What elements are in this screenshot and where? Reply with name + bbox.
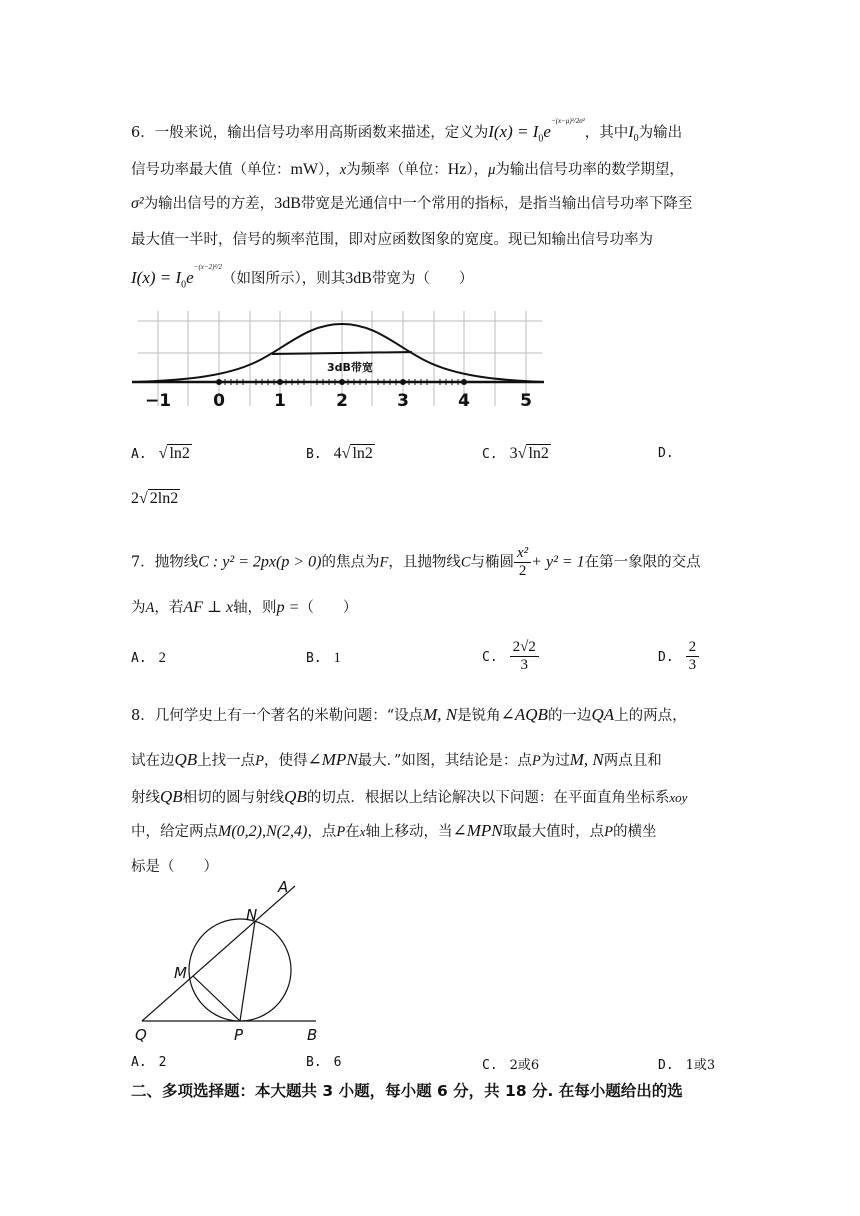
q7-text: 与椭圆 xyxy=(470,554,515,571)
q8-segment-mp xyxy=(193,976,240,1021)
q6-tick-label: 3 xyxy=(397,391,409,411)
option-label: A. xyxy=(131,651,147,666)
q6-3db: 3dB xyxy=(345,270,372,287)
q6-tick-label: 2 xyxy=(336,391,348,411)
q8-text: 8．几何学史上有一个著名的米勒问题：“设点 xyxy=(131,708,424,724)
option-label: B. xyxy=(306,651,322,666)
q6-text: （如图所示），则其 xyxy=(221,271,346,287)
q6-option-a[interactable] xyxy=(131,445,192,463)
q6-tick-label: 5 xyxy=(520,391,532,411)
q6-text: ）， xyxy=(466,162,489,178)
q8-label-q: Q xyxy=(135,1026,147,1044)
q6-mu: μ xyxy=(488,162,496,178)
q6-text: ）， xyxy=(318,162,340,178)
q7-text: 的焦点为 xyxy=(321,554,380,571)
q8-points: M(0,2),N(2,4) xyxy=(218,823,308,840)
q6-option-d[interactable] xyxy=(658,445,686,461)
q8-line-2 xyxy=(131,749,662,770)
q8-mn: M, N xyxy=(423,705,458,724)
q7-f: F xyxy=(379,554,389,571)
q8-miller-figure xyxy=(130,876,340,1046)
q6-text: 6．一般来说，输出信号功率用高斯函数来描述，定义为 xyxy=(131,125,489,141)
q8-text: ，使得 xyxy=(264,753,308,769)
option-label: C. xyxy=(482,1058,498,1073)
q6-unit-mw: mW xyxy=(290,161,319,178)
q8-option-b[interactable] xyxy=(306,1054,353,1070)
q7-a: A xyxy=(145,600,155,616)
q6-line-4 xyxy=(131,228,653,249)
q8-qb: QB xyxy=(174,750,198,769)
q8-text: 试在边 xyxy=(131,753,175,769)
q8-text: 最大．”如图，其结论是：点 xyxy=(357,753,532,769)
option-value: 1或3 xyxy=(685,1058,716,1073)
q8-line-4 xyxy=(131,820,656,841)
q6-option-d-value[interactable] xyxy=(131,490,180,508)
q6-text: 最大值一半时，信号的频率范围，即对应函数图象的宽度。现已知输出信号功率为 xyxy=(131,232,653,248)
q8-x: x xyxy=(359,824,366,839)
option-value: 6 xyxy=(333,1055,342,1070)
option-label: B. xyxy=(306,447,322,462)
q6-i0: $I_0$ xyxy=(628,124,639,145)
q6-tick-label: −1 xyxy=(144,391,172,411)
option-value: 2 xyxy=(158,650,166,666)
section-2-heading: 二、多项选择题：本大题共 3 小题，每小题 6 分，共 18 分. 在每小题给出的选 xyxy=(131,1082,683,1100)
sqrt-expr: √ ln2 xyxy=(158,445,190,462)
q6-text: 为输出信号的方差， xyxy=(143,196,275,212)
q6-line-3 xyxy=(131,192,692,213)
option-value: 1 xyxy=(333,650,341,666)
q8-text: 的切点．根据以上结论解决以下问题：在平面直角坐标系 xyxy=(306,790,670,806)
q6-sigma2: σ² xyxy=(131,195,144,212)
q8-label-p: P xyxy=(234,1026,244,1044)
q8-text: 为过 xyxy=(540,753,570,769)
sqrt-expr: 4√ ln2 xyxy=(333,445,373,462)
q8-p: P xyxy=(531,753,541,769)
q7-text: 7．抛物线 xyxy=(131,554,199,571)
sqrt-expr: 3√ ln2 xyxy=(509,445,549,462)
q7-option-b[interactable] xyxy=(306,650,341,667)
q8-xoy: xoy xyxy=(669,790,688,805)
option-label: A. xyxy=(131,1055,147,1070)
q6-text: 信号功率最大值（单位： xyxy=(131,162,291,178)
q8-label-a: A xyxy=(278,878,289,896)
q8-line-5 xyxy=(131,855,218,876)
q8-label-b: B xyxy=(307,1026,318,1044)
q7-option-d[interactable] xyxy=(658,639,699,674)
q6-line-2 xyxy=(131,158,684,179)
q6-formula-2: $I(x) = I_0e^{-(x-2)^2/2}$ xyxy=(131,263,222,291)
q7-perp: AF ⊥ x xyxy=(183,599,234,616)
q8-qb: QB xyxy=(284,787,307,806)
option-label: D. xyxy=(658,649,674,665)
q7-text: ，且抛物线 xyxy=(388,554,461,571)
q7-option-c[interactable] xyxy=(482,639,539,674)
q8-segment-np xyxy=(240,921,255,1021)
q8-option-c[interactable] xyxy=(482,1054,539,1073)
q7-ellipse-frac: $\frac{\text{x²}}{2}$ xyxy=(514,545,531,580)
option-value: 2 xyxy=(158,1055,167,1070)
option-label: D. xyxy=(658,446,674,461)
q6-formula-1: $I(x) = I_0e^{-(x-\mu)^2/2\sigma^2}$ xyxy=(488,117,585,145)
q8-text: 上找一点 xyxy=(197,753,256,769)
option-value: 2或6 xyxy=(509,1058,540,1073)
q6-text: 为输出信号功率的数学期望， xyxy=(495,162,684,178)
q8-text: 标是（ ） xyxy=(131,859,218,875)
q6-option-b[interactable] xyxy=(306,445,375,463)
option-fraction: $\frac{2}{3}$ xyxy=(686,639,700,674)
q8-text: 上的两点， xyxy=(614,708,687,724)
q8-text: 的一边 xyxy=(547,708,592,724)
q6-tick-label: 4 xyxy=(458,391,470,411)
q6-band-line xyxy=(272,352,412,354)
q6-text: 为频率（单位： xyxy=(346,162,448,178)
option-label: A. xyxy=(131,447,147,462)
q6-option-c[interactable] xyxy=(482,445,551,463)
q6-line-5 xyxy=(131,263,473,290)
q8-line-3 xyxy=(131,786,687,807)
q8-label-n: N xyxy=(246,906,258,924)
q6-line-1 xyxy=(131,117,682,144)
q8-text: ，点 xyxy=(307,824,337,840)
q6-text: 带宽为（ ） xyxy=(371,271,474,287)
q8-qb: QB xyxy=(160,787,183,806)
q8-text: 两点且和 xyxy=(603,753,662,769)
sqrt-expr: 2√ 2ln2 xyxy=(131,490,179,507)
q7-text: 为 xyxy=(131,600,146,616)
q8-angle-mpn: ∠MPN xyxy=(452,821,503,840)
q8-qa: QA xyxy=(591,705,615,724)
q7-text: 轴，则 xyxy=(233,600,277,616)
q8-text: 中，给定两点 xyxy=(131,824,218,840)
q8-p: P xyxy=(336,824,346,840)
q8-text: 轴上移动，当 xyxy=(365,824,453,840)
q6-text: 带宽是光通信中一个常用的指标，是指当输出信号功率下降至 xyxy=(300,196,693,212)
option-fraction: $\frac{2√2}{3}$ xyxy=(510,639,539,674)
q8-option-a[interactable] xyxy=(131,1054,178,1070)
q8-text: 相切的圆与射线 xyxy=(182,790,285,806)
q8-option-d[interactable] xyxy=(658,1054,715,1073)
q7-parabola: C : y² = 2px(p > 0) xyxy=(198,553,322,571)
q7-option-a[interactable] xyxy=(131,650,166,667)
q7-text: 在第一象限的交点 xyxy=(584,554,701,571)
q6-tick-label: 0 xyxy=(213,391,225,411)
q6-tick-label: 1 xyxy=(274,391,286,411)
q7-c: C xyxy=(460,554,471,571)
q8-p: P xyxy=(255,753,265,769)
q8-text: 在 xyxy=(345,824,360,840)
q6-unit-hz: Hz xyxy=(447,161,467,178)
q6-3db: 3dB xyxy=(274,195,301,212)
q6-band-label: 3dB带宽 xyxy=(327,361,373,374)
q8-label-m: M xyxy=(174,964,187,982)
q7-text: （ ） xyxy=(299,600,358,616)
q7-p-eq: p = xyxy=(276,599,300,616)
option-label: B. xyxy=(306,1055,322,1070)
q6-text: 为输出 xyxy=(638,125,683,141)
q7-text: ，若 xyxy=(154,600,184,616)
q8-mn: M, N xyxy=(569,750,604,769)
option-label: C. xyxy=(482,649,498,665)
q8-text: 是锐角 xyxy=(457,708,501,724)
q8-angle-mpn: ∠MPN xyxy=(307,750,358,769)
q8-line-1 xyxy=(131,704,687,725)
q8-angle-aqb: ∠AQB xyxy=(500,705,548,724)
q6-x-var: x xyxy=(339,162,347,178)
q7-line-2 xyxy=(131,596,357,617)
q8-text: 射线 xyxy=(131,790,160,806)
q7-ellipse-rest: + y² = 1 xyxy=(531,553,585,571)
q6-text: ，其中 xyxy=(584,125,629,141)
q6-gaussian-figure xyxy=(128,306,548,416)
option-label: C. xyxy=(482,447,498,462)
q7-line-1 xyxy=(131,545,701,580)
q8-text: 的横坐 xyxy=(612,824,657,840)
q8-text: 取最大值时，点 xyxy=(502,824,605,840)
option-label: D. xyxy=(658,1058,674,1073)
q8-p: P xyxy=(604,824,613,840)
